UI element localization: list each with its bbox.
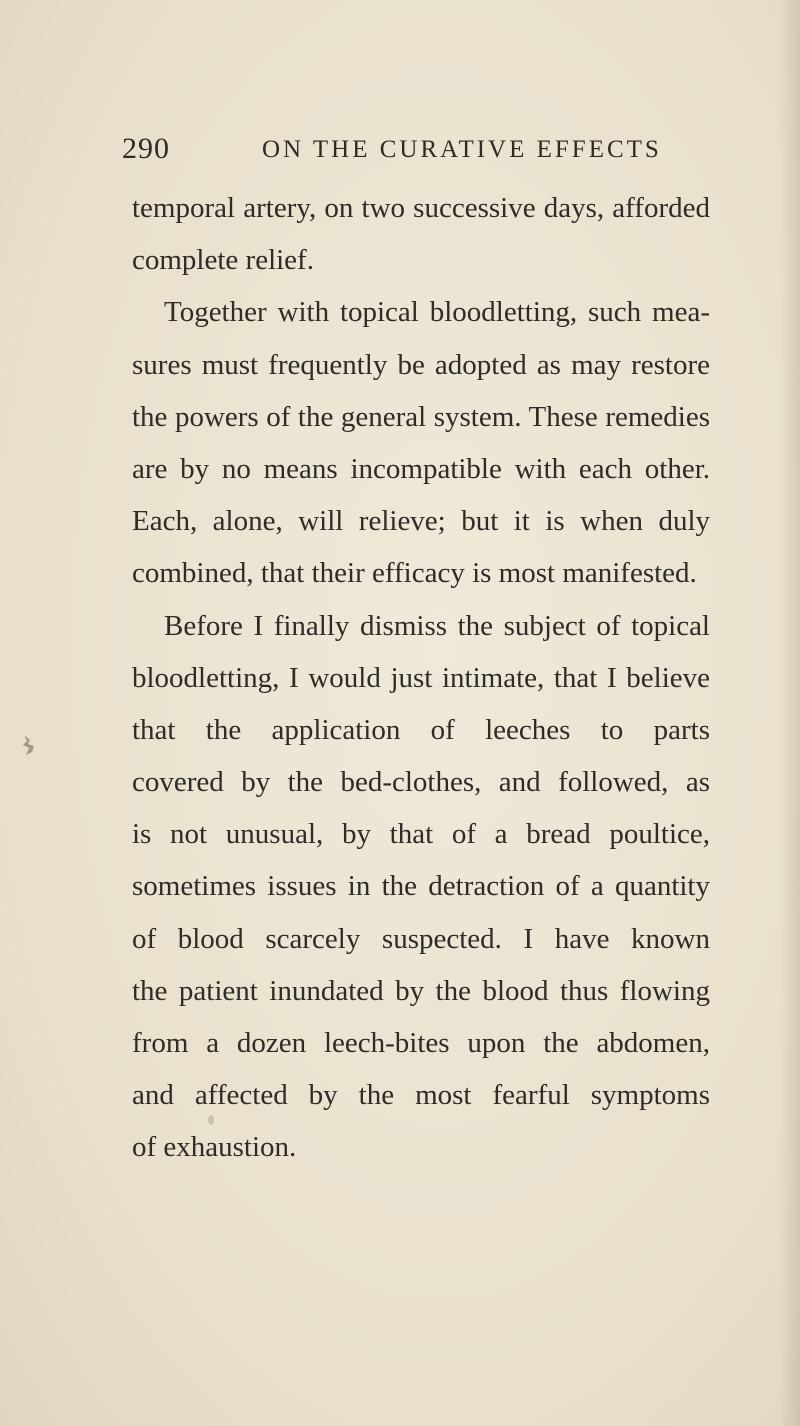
text-line: the powers of the general system. These remedies (132, 400, 710, 433)
text-line: of exhaustion. (132, 1131, 297, 1164)
text-line: the patient inundated by the blood thus flowing (132, 974, 710, 1007)
text-line: Each, alone, will relieve; but it is when duly (132, 505, 710, 538)
body-text (132, 182, 710, 1174)
text-line: that the application of leeches to parts (132, 713, 710, 746)
page-header (122, 132, 742, 172)
page-number: 290 (122, 132, 170, 165)
text-line: are by no means incompatible with each other. (132, 452, 710, 485)
paragraph-start-line: Together with topical bloodletting, such mea- (164, 296, 710, 329)
text-line: sures must frequently be adopted as may restore (132, 348, 710, 381)
text-line: covered by the bed-clothes, and followed, as (132, 766, 710, 799)
ink-smudge (20, 732, 44, 758)
text-line: combined, that their efficacy is most manifested. (132, 557, 697, 590)
text-line: bloodletting, I would just intimate, that I believe (132, 661, 710, 694)
text-line: of blood scarcely suspected. I have known (132, 922, 710, 955)
text-line: sometimes issues in the detraction of a quantity (132, 870, 710, 903)
text-line: from a dozen leech-bites upon the abdomen, (132, 1027, 710, 1059)
text-line: temporal artery, on two successive days, afforded (132, 192, 710, 224)
page-gutter-shadow (778, 0, 800, 1426)
paper-speck (207, 1114, 215, 1126)
text-line: complete relief. (132, 244, 314, 277)
text-line: is not unusual, by that of a bread poultice, (132, 818, 710, 851)
paragraph-start-line: Before I finally dismiss the subject of topical (164, 609, 710, 642)
text-line: and affected by the most fearful symptoms (132, 1079, 710, 1112)
running-head: ON THE CURATIVE EFFECTS (262, 136, 662, 163)
